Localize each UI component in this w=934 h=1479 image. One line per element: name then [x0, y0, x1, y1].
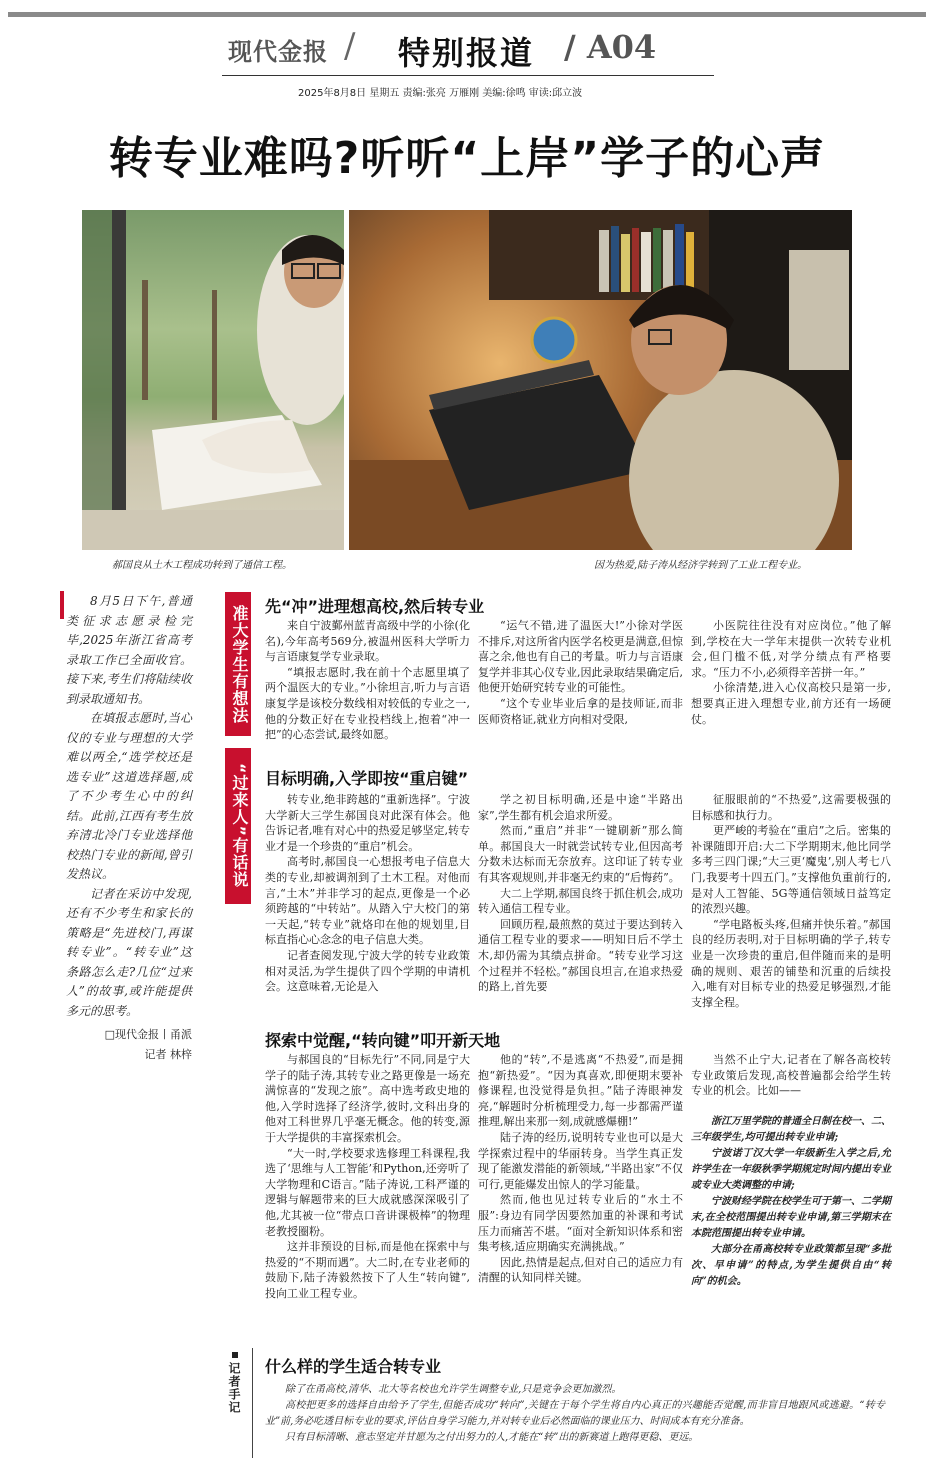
- tab-prospective-students: 准大学生有想法: [225, 592, 251, 736]
- notes-heading: 什么样的学生适合转专业: [265, 1357, 442, 1376]
- policy-item: 大部分在甬高校转专业政策都呈现“多批次、早申请”的特点,为学生提供自由“转向”的机会。: [691, 1244, 891, 1287]
- body-paragraph: 这并非预设的目标,而是他在探索中与热爱的“不期而遇”。大二时,在专业老师的鼓励下,陆子涛毅然按下了人生“转向键”,投向工业工程专业。: [265, 1240, 470, 1300]
- body-paragraph: “填报志愿时,我在前十个志愿里填了两个温医大的专业。”小徐坦言,听力与言语康复学是该校分数线相对较低的专业之一,他的分数正好在专业投档线上,抱着“冲一把”的心态尝试,最终如愿。: [265, 665, 470, 742]
- intro-paragraph: 记者在采访中发现,还有不少考生和家长的策略是“先进校门,再谋转专业”。“转专业”这条路怎么走?几位“过来人”的故事,或许能提供多元的思考。: [66, 886, 192, 1018]
- intro-column: [66, 592, 192, 1064]
- intro-credit: □现代金报丨甬派: [104, 1028, 192, 1041]
- body-paragraph: “学电路板头疼,但痛并快乐着。”郝国良的经历表明,对于目标明确的学子,转专业是一次珍贵的重启,但伴随而来的是明确的规则、艰苦的铺垫和沉重的后续投入,唯有对目标专业的热爱足够强烈,才能支撑全程。: [691, 917, 891, 1009]
- top-rule: [8, 12, 926, 17]
- section2-col3: [691, 792, 891, 1010]
- body-paragraph: 回顾历程,最煎熬的莫过于要达到转入通信工程专业的要求——明知日后不学土木,却仍需为其绩点拼命。“转专业学习这个过程并不轻松。”郝国良坦言,在追求热爱的路上,首先要: [478, 917, 683, 994]
- body-paragraph: 高考时,郝国良一心想报考电子信息大类的专业,却被调剂到了土木工程。对他而言,“土木”并非学习的起点,更像是一个必须跨越的“中转站”。从踏入宁大校门的第一天起,“转专业”就烙印在他的规划里,目标直指心心念念的电子信息大类。: [265, 855, 470, 947]
- body-paragraph: 然而,“重启”并非“一键刷新”那么简单。郝国良大一时就尝试转专业,但因高考分数未达标而无奈放弃。这印证了转专业有其客观规则,并非毫无约束的“后悔药”。: [478, 824, 683, 884]
- notes-paragraph: 高校把更多的选择自由给予了学生,但能否成功“转向”,关键在于每个学生将自内心真正的兴趣能否觉醒,而非盲目地跟风或逃避。“转专业”前,务必吃透目标专业的要求,评估自身学习能力,并对转专业后必然面临的课业压力、时间成本有充分准备。: [265, 1400, 885, 1427]
- intro-reporter: 记者 林梓: [144, 1047, 192, 1061]
- body-paragraph: 大二上学期,郝国良终于抓住机会,成功转入通信工程专业。: [478, 886, 683, 916]
- section2-heading: 目标明确,入学即按“重启键”: [265, 769, 469, 788]
- notes-paragraph: 只有目标清晰、意志坚定并甘愿为之付出努力的人,才能在“转”出的新赛道上跑得更稳、更远。: [285, 1432, 699, 1443]
- tab-experienced-students: “过来人”有话说: [225, 748, 251, 904]
- body-paragraph: 更严峻的考验在“重启”之后。密集的补课随即开启:大二下学期期末,他比同学多考三四门课;“大三更‘魔鬼’,别人考七八门,我要考十四五门。”支撑他负重前行的,是对人工智能、5G等通信领域日益笃定的浓烈兴趣。: [691, 824, 891, 916]
- notes-marker: [232, 1352, 238, 1358]
- section1-col1: [265, 618, 470, 743]
- body-paragraph: 然而,他也见过转专业后的“水土不服”:身边有同学因要然加重的补课和考试压力而痛苦不堪。“面对全新知识体系和密集考核,适应期确实充满挑战。”: [478, 1193, 683, 1254]
- masthead-slash: /: [344, 26, 356, 66]
- body-paragraph: 因此,热情是起点,但对自己的适应力有清醒的认知同样关键。: [478, 1255, 683, 1285]
- section3-heading: 探索中觉醒,“转向键”叩开新天地: [265, 1031, 501, 1050]
- policy-item: 浙江万里学院的普通全日制在校一、二、三年级学生,均可提出转专业申请;: [691, 1116, 891, 1143]
- intro-paragraph: 8月5日下午,普通类征求志愿录检完毕,2025年浙江省高考录取工作已全面收官。接下来,考生们将陆续收到录取通知书。: [66, 594, 192, 706]
- section3-col3: [691, 1052, 891, 1099]
- intro-paragraph: 在填报志愿时,当心仪的专业与理想的大学难以两全,“选学校还是选专业”这道选择题,成了不少考生心中的纠结。此前,江西有考生放弃清北冷门专业选择他校热门专业的新闻,曾引发热议。: [66, 711, 192, 881]
- photo-student-writing: [82, 210, 344, 550]
- section1-col3: [691, 618, 891, 727]
- headline: 转专业难吗?听听“上岸”学子的心声: [108, 133, 826, 184]
- section1-col2: [478, 618, 683, 727]
- section2-col1: [265, 792, 470, 995]
- policy-list: [691, 1114, 891, 1290]
- body-paragraph: “大一时,学校要求选修理工科课程,我选了‘思维与人工智能’和Python,还旁听了大学物理和C语言。”陆子涛说,工科严谨的逻辑与解题带来的巨大成就感深深吸引了他,尤其被一位“带点口音讲课极棒”的物理老教授圈粉。: [265, 1146, 470, 1238]
- body-paragraph: 与郝国良的“目标先行”不同,同是宁大学子的陆子涛,其转专业之路更像是一场充满惊喜的“发现之旅”。高中选考政史地的他,入学时选择了经济学,彼时,文科出身的他对工科世界几乎毫无概念。他的转变,源于大学提供的丰富探索机会。: [265, 1053, 470, 1144]
- notes-paragraph: 除了在甬高校,清华、北大等名校也允许学生调整专业,只是竞争会更加激烈。: [285, 1384, 622, 1395]
- body-paragraph: 转专业,绝非跨越的“重新选择”。宁波大学新大三学生郝国良对此深有体会。他告诉记者,唯有对心中的热爱足够坚定,转专业才是一个珍贵的“重启”机会。: [265, 793, 470, 853]
- photo-student-laptop: [349, 210, 852, 550]
- notes-label: 记者手记: [227, 1362, 241, 1414]
- section-title: 特别报道: [398, 34, 535, 72]
- policy-item: 宁波诺丁汉大学一年级新生入学之后,允许学生在一年级秋季学期规定时间内提出专业或专业大类调整的申请;: [691, 1148, 891, 1191]
- body-paragraph: 小医院往往没有对应岗位。”他了解到,学校在大一学年末提供一次转专业机会,但门槛不低,对学分绩点有严格要求。“压力不小,必须得辛苦拼一年。”: [691, 619, 891, 679]
- masthead-line: [222, 75, 714, 76]
- body-paragraph: 记者查阅发现,宁波大学的转专业政策相对灵活,为学生提供了四个学期的申请机会。这意味着,无论是入: [265, 948, 470, 994]
- intro-marker: [60, 591, 64, 619]
- body-paragraph: 他的“转”,不是逃离“不热爱”,而是拥抱“新热爱”。“因为真喜欢,即便期末要补修课程,也没觉得是负担。”陆子涛眼神发亮,“解题时分析梳理受力,每一步都需严谨推理,解出来那一刻,成就感爆棚!”: [478, 1053, 683, 1129]
- body-paragraph: “这个专业毕业后拿的是技师证,而非医师资格证,就业方向相对受限,: [478, 696, 683, 726]
- notes-divider: [252, 1348, 253, 1458]
- caption-right: 因为热爱,陆子涛从经济学转到了工业工程专业。: [594, 560, 808, 571]
- section3-col2: [478, 1052, 683, 1286]
- body-paragraph: 小徐清楚,进入心仪高校只是第一步,想要真正进入理想专业,前方还有一场硬仗。: [691, 681, 891, 726]
- body-paragraph: 陆子涛的经历,说明转专业也可以是大学探索过程中的华丽转身。当学生真正发现了能激发潜能的新领域,“半路出家”不仅可行,更能爆发出惊人的学习能量。: [478, 1130, 683, 1191]
- policy-item: 宁波财经学院在校学生可于第一、二学期末,在全校范围提出转专业申请,第三学期末在本院范围提出转专业申请。: [691, 1196, 891, 1239]
- paper-brand: 现代金报: [228, 37, 328, 66]
- section1-heading: 先“冲”进理想高校,然后转专业: [265, 597, 485, 616]
- caption-left: 郝国良从土木工程成功转到了通信工程。: [112, 560, 292, 571]
- body-paragraph: “运气不错,进了温医大!”小徐对学医不排斥,对这所省内医学名校更是满意,但惊喜之余,他也有自己的考量。听力与言语康复学并非其心仪专业,因此录取结果确定后,他便开始研究转专业的可能性。: [478, 619, 683, 695]
- section2-col2: [478, 792, 683, 995]
- body-paragraph: 当然不止宁大,记者在了解各高校转专业政策后发现,高校普遍都会给学生转专业的机会。比如——: [691, 1053, 891, 1098]
- body-paragraph: 来自宁波鄞州蓝青高级中学的小徐(化名),今年高考569分,被温州医科大学听力与言语康复学专业录取。: [265, 619, 470, 664]
- body-paragraph: 征服眼前的“不热爱”,这需要极强的目标感和执行力。: [691, 793, 891, 822]
- body-paragraph: 学之初目标明确,还是中途“半路出家”,学生都有机会追求所爱。: [478, 793, 683, 822]
- notes-body: [265, 1382, 885, 1446]
- page-number: / A04: [564, 28, 657, 66]
- dateline: 2025年8月8日 星期五 责编:张亮 万雁刚 美编:徐鸣 审读:邱立波: [298, 88, 583, 99]
- section3-col1: [265, 1052, 470, 1302]
